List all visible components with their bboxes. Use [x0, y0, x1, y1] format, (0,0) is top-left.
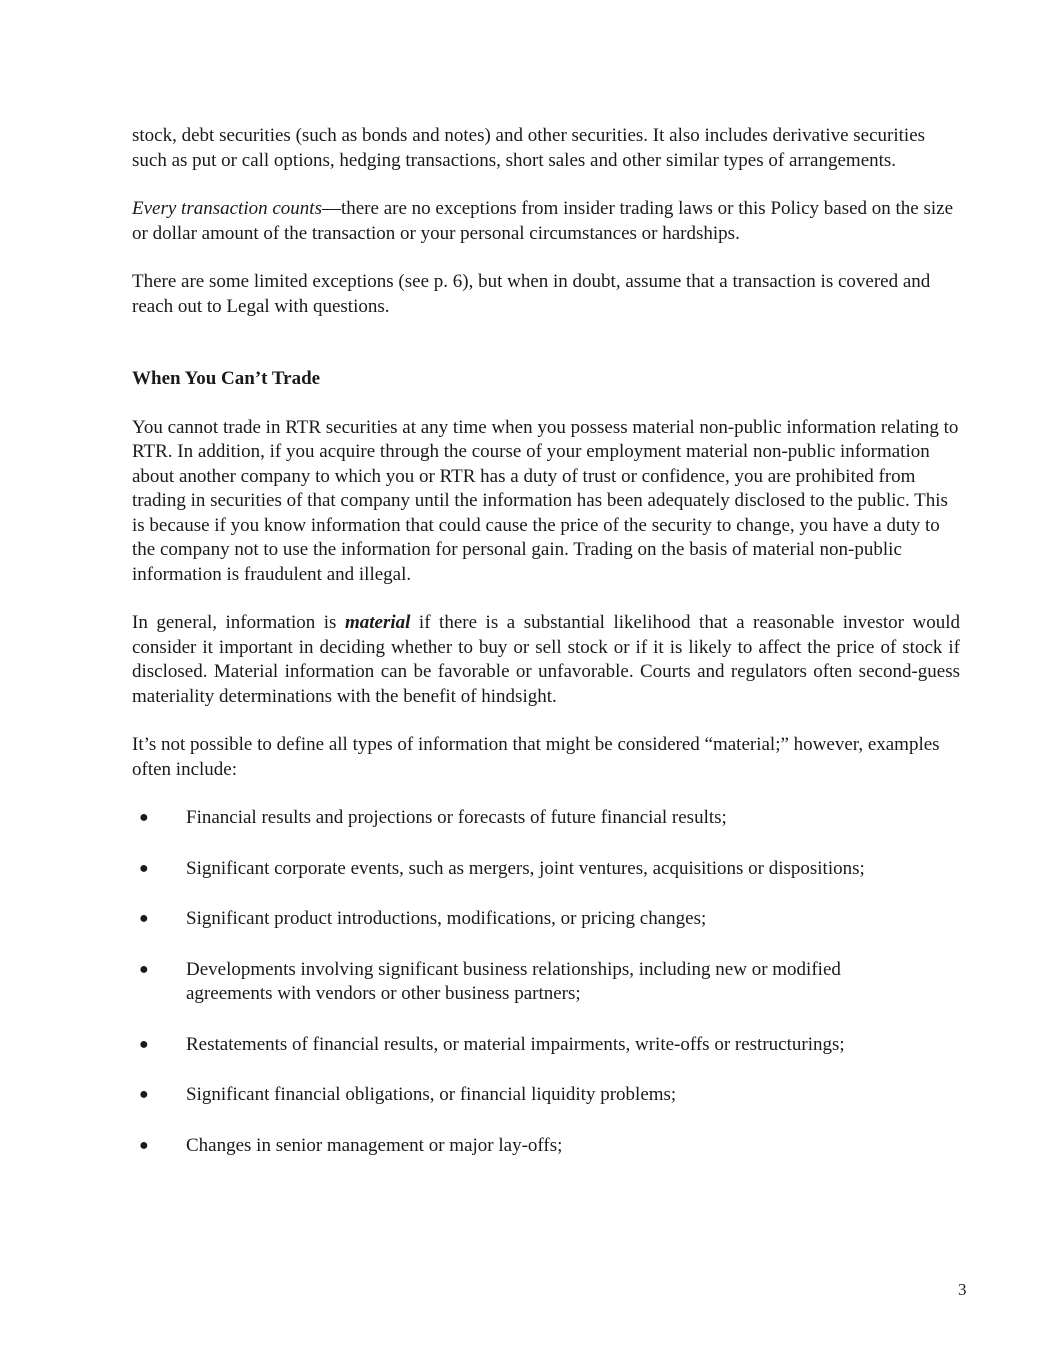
intro-paragraph: stock, debt securities (such as bonds and notes) and other securities. It also includes derivative securities such as put or call options, hedging transactions, short sales and other similar types of arrangements.	[132, 125, 926, 171]
every-transaction-text: —there are no exceptions from insider trading laws or this Policy based on the size or dollar amount of the transaction or your personal circumstances or hardships.	[132, 198, 954, 244]
bullet-icon: ●	[139, 809, 149, 826]
bullet-icon: ●	[139, 910, 149, 927]
list-item	[132, 857, 906, 882]
every-transaction-paragraph	[132, 197, 960, 246]
material-definition-paragraph	[132, 611, 960, 709]
list-item	[132, 806, 906, 831]
list-item-text: Significant product introductions, modifications, or pricing changes;	[186, 908, 707, 929]
bullet-icon: ●	[139, 960, 149, 978]
examples-list	[132, 806, 960, 1158]
list-item	[132, 907, 906, 932]
list-item-text: Significant financial obligations, or financial liquidity problems;	[186, 1084, 677, 1105]
list-item	[132, 958, 906, 1007]
exceptions-paragraph: There are some limited exceptions (see p. 6), but when in doubt, assume that a transaction is covered and reach out to Legal with questions.	[132, 271, 931, 317]
list-item-text: Financial results and projections or forecasts of future financial results;	[186, 807, 727, 828]
list-item	[132, 1083, 906, 1108]
document-page	[132, 124, 960, 1184]
every-transaction-lead: Every transaction counts	[132, 198, 322, 219]
bullet-icon: ●	[139, 1035, 149, 1053]
section-heading: When You Can’t Trade	[132, 368, 321, 389]
bullet-icon: ●	[139, 859, 149, 877]
examples-intro-paragraph: It’s not possible to define all types of information that might be considered “material;” however, examples often include:	[132, 734, 940, 780]
bullet-icon: ●	[139, 1086, 149, 1103]
material-definition-before: In general, information is	[132, 612, 345, 633]
list-item-text: Significant corporate events, such as mergers, joint ventures, acquisitions or dispositions;	[186, 857, 865, 879]
list-item-text: Changes in senior management or major lay-offs;	[186, 1134, 563, 1156]
list-item-text: Developments involving significant business relationships, including new or modified agreements with vendors or other business partners;	[186, 958, 841, 1004]
list-item	[132, 1033, 966, 1058]
cannot-trade-paragraph: You cannot trade in RTR securities at any time when you possess material non-public information relating to RTR. In addition, if you acquire through the course of your employment material non-public information about another company to which you or RTR has a duty of trust or confidence, you are prohibited from trading in securities of that company until the information has been adequately disclosed to the public. This is because if you know information that could cause the price of the security to change, you have a duty to the company not to use the information for personal gain. Trading on the basis of material non-public information is fraudulent and illegal.	[132, 416, 959, 585]
material-definition-after: if there is a substantial likelihood that a reasonable investor would consider it important in deciding whether to buy or sell stock or if it is likely to affect the price of stock if disclosed. Material information can be favorable or unfavorable. Courts and regulators often second-guess materiality determinations with the benefit of hindsight.	[132, 612, 961, 707]
bullet-icon: ●	[139, 1136, 149, 1154]
list-item	[132, 1134, 906, 1159]
material-term: material	[344, 612, 411, 633]
list-item-text: Restatements of financial results, or material impairments, write-offs or restructurings;	[186, 1033, 845, 1055]
page-number: 3	[958, 1280, 967, 1299]
